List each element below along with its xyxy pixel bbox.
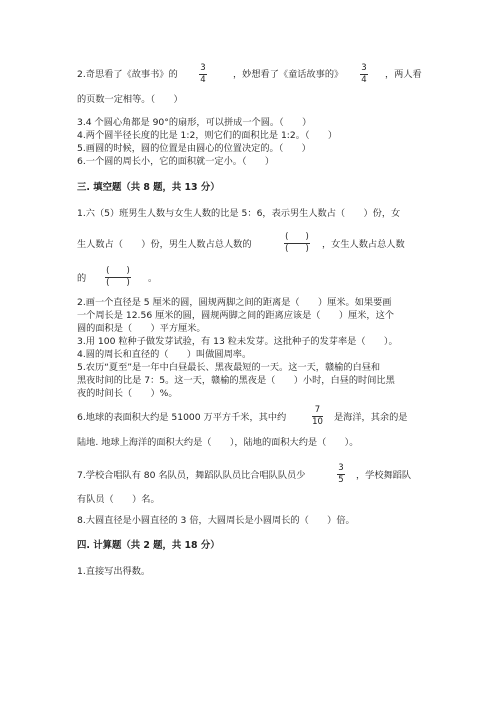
fill-q1-blank-fraction-1 bbox=[284, 233, 310, 254]
fill-q1-line1: 1.六（5）班男生人数与女生人数的比是 5：6，表示男生人数占（ ）份，女 bbox=[77, 208, 401, 219]
judge-q5: 5.画圆的时候，圆的位置是由圆心的位置决定的。（ ） bbox=[77, 143, 311, 154]
fill-q5-line2: 黑夜时间的比是 7：5。这一天，赣榆的黑夜是（ ）小时，白昼的时间比黑 bbox=[77, 375, 395, 386]
fill-q3: 3.用 100 粒种子做发芽试验，有 13 粒未发芽。这批种子的发芽率是（ ）。 bbox=[77, 336, 398, 347]
fill-q5-line3: 夜的时间长（ ）%。 bbox=[77, 388, 178, 399]
fill-q1-blank-fraction-2 bbox=[105, 267, 131, 288]
judge-q2-line2: 的页数一定相等。（ ） bbox=[77, 94, 183, 105]
fill-q8: 8.大圆直径是小圆直径的 3 倍，大圆周长是小圆周长的（ ）倍。 bbox=[77, 515, 355, 526]
judge-q4: 4.两个圆半径长度的比是 1:2，则它们的面积比是 1:2。（ ） bbox=[77, 130, 338, 141]
section-4-heading: 四. 计算题（共 2 题，共 18 分） bbox=[77, 540, 220, 551]
fill-q6-fraction bbox=[312, 406, 323, 427]
fill-q4: 4.圆的周长和直径的（ ）叫做圆周率。 bbox=[77, 349, 252, 360]
fill-q1-line3b: 。 bbox=[148, 273, 158, 284]
judge-q2-fraction-1 bbox=[199, 64, 207, 85]
blank-denominator: ( ) bbox=[285, 244, 309, 254]
fraction-numerator: 3 bbox=[361, 63, 367, 73]
judge-q2-part3: ，两人看 bbox=[385, 69, 422, 80]
fill-q2-line3: 圆的面积是（ ）平方厘米。 bbox=[77, 323, 206, 334]
fraction-denominator: 4 bbox=[200, 75, 206, 85]
judge-q2-part2: ，妙想看了《童话故事的》 bbox=[233, 69, 344, 80]
fill-q6-part2: 是海洋，其余的是 bbox=[334, 412, 408, 423]
fill-q5-line1: 5.农历“夏至”是一年中白昼最长、黑夜最短的一天。这一天，赣榆的白昼和 bbox=[77, 362, 381, 373]
fill-q6-part1: 6.地球的表面积大约是 51000 万平方千米，其中约 bbox=[77, 412, 287, 423]
fill-q7-part1: 7.学校合唱队有 80 名队员，舞蹈队队员比合唱队队员少 bbox=[77, 470, 306, 481]
fraction-denominator: 5 bbox=[338, 475, 344, 485]
judge-q2-fraction-2 bbox=[360, 64, 368, 85]
fill-q1-line2a: 生人数占（ ）份，男生人数占总人数的 bbox=[77, 239, 252, 250]
fraction-numerator: 3 bbox=[338, 463, 344, 473]
fill-q7-part2: ，学校舞蹈队 bbox=[356, 470, 412, 481]
fraction-numerator: 7 bbox=[314, 405, 321, 415]
fraction-denominator: 10 bbox=[312, 417, 323, 427]
calc-q1: 1.直接写出得数。 bbox=[77, 566, 151, 577]
fraction-numerator: 3 bbox=[200, 63, 206, 73]
fill-q7-line2: 有队员（ ）名。 bbox=[77, 494, 160, 505]
fill-q2-line1: 2.画一个直径是 5 厘米的圆，圆规两脚之间的距离是（ ）厘米。如果要画 bbox=[77, 297, 392, 308]
section-3-heading: 三. 填空题（共 8 题，共 13 分） bbox=[77, 182, 220, 193]
judge-q6: 6.一个圆的周长小，它的面积就一定小。（ ） bbox=[77, 156, 275, 167]
judge-q3: 3.4 个圆心角都是 90°的扇形，可以拼成一个圆。（ ） bbox=[77, 117, 312, 128]
fill-q1-line3a: 的 bbox=[77, 273, 87, 284]
blank-numerator: ( ) bbox=[106, 266, 130, 276]
fill-q1-line2b: ，女生人数占总人数 bbox=[322, 239, 405, 250]
blank-denominator: ( ) bbox=[106, 278, 130, 288]
judge-q2-part1: 2.奇思看了《故事书》的 bbox=[77, 69, 178, 80]
fill-q2-line2: 一个周长是 12.56 厘米的圆，圆规两脚之间的距离应该是（ ）厘米，这个 bbox=[77, 310, 394, 321]
fraction-denominator: 4 bbox=[361, 75, 367, 85]
blank-numerator: ( ) bbox=[285, 232, 309, 242]
fill-q7-fraction bbox=[337, 464, 345, 485]
fill-q6-line2: 陆地. 地球上海洋的面积大约是（ ），陆地的面积大约是（ ）。 bbox=[77, 437, 359, 448]
